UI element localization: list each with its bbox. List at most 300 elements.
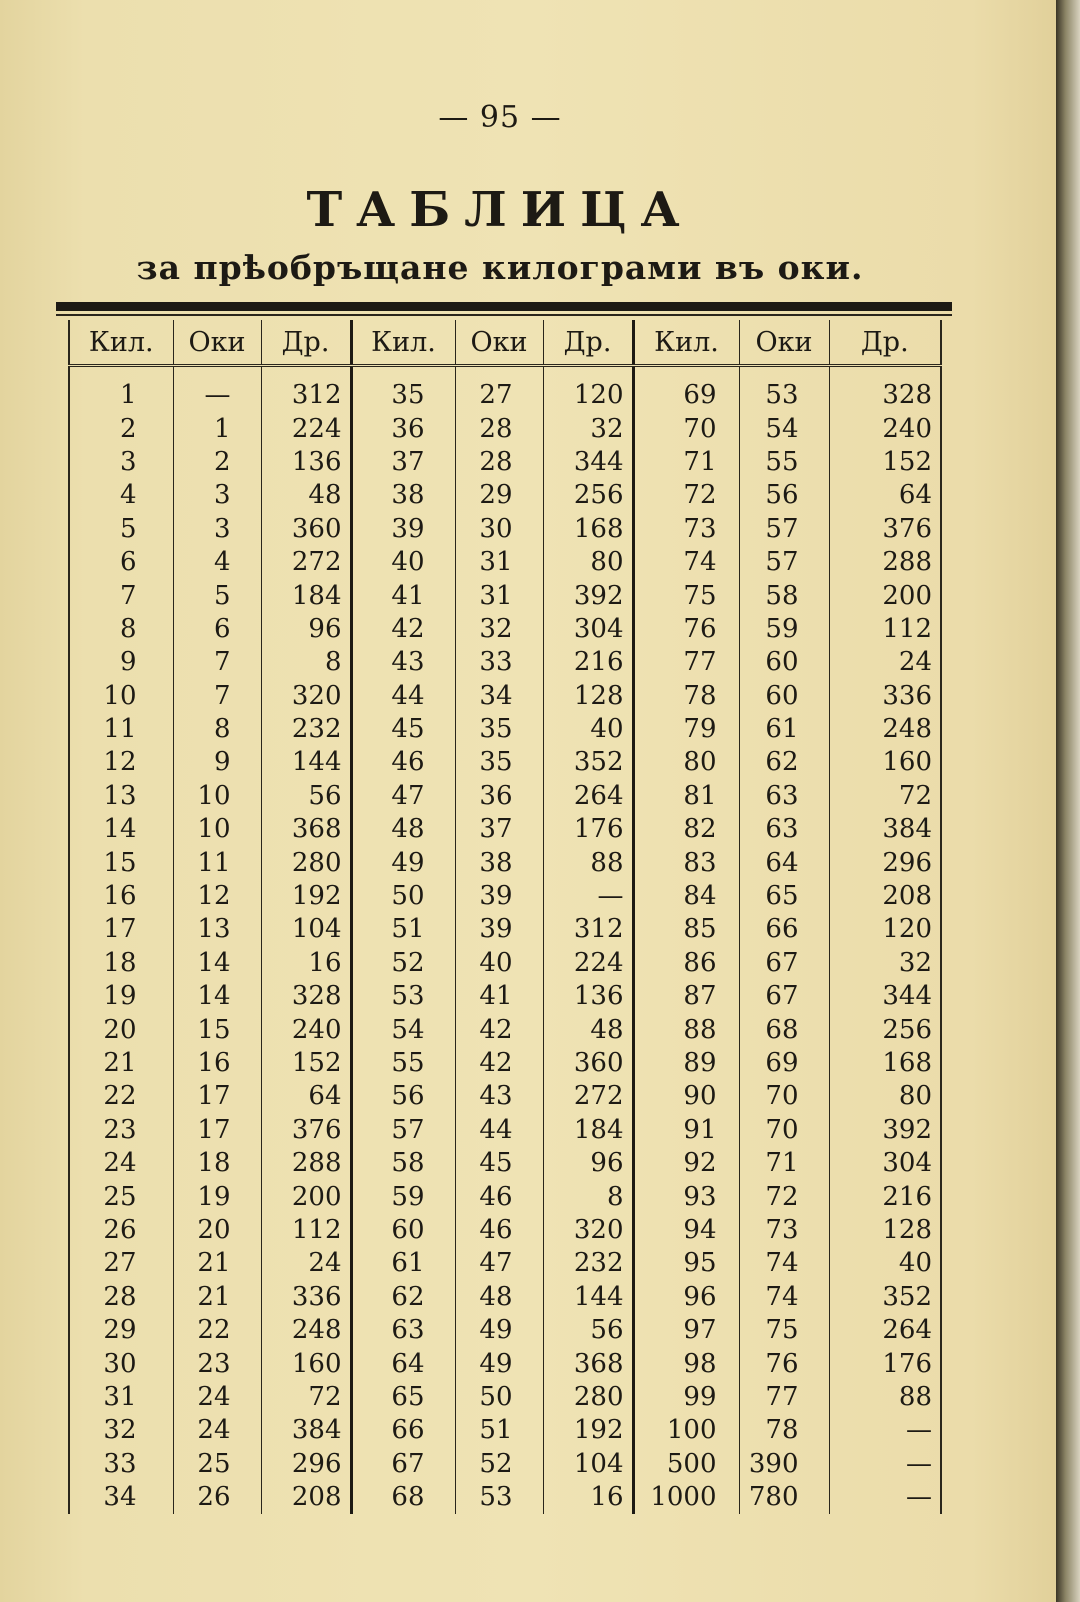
table-cell: 59 bbox=[739, 613, 829, 646]
table-cell: 68 bbox=[739, 1013, 829, 1046]
table-cell: 16 bbox=[69, 880, 173, 913]
table-cell: 57 bbox=[739, 513, 829, 546]
table-row bbox=[69, 913, 941, 946]
table-cell: 120 bbox=[829, 913, 941, 946]
column-header: Оки bbox=[173, 320, 261, 366]
table-cell: 20 bbox=[69, 1013, 173, 1046]
table-cell: 272 bbox=[543, 1080, 633, 1113]
table-cell: 56 bbox=[351, 1080, 455, 1113]
table-row bbox=[69, 1214, 941, 1247]
table-cell: 240 bbox=[261, 1013, 351, 1046]
table-cell: 9 bbox=[173, 746, 261, 779]
table-cell: 37 bbox=[351, 446, 455, 479]
table-cell: 47 bbox=[455, 1247, 543, 1280]
table-cell: 352 bbox=[829, 1281, 941, 1314]
table-cell: 45 bbox=[455, 1147, 543, 1180]
table-cell: 23 bbox=[173, 1347, 261, 1380]
table-cell: 99 bbox=[633, 1381, 739, 1414]
table-cell: 152 bbox=[261, 1047, 351, 1080]
table-cell: 64 bbox=[351, 1347, 455, 1380]
table-row bbox=[69, 980, 941, 1013]
table-cell: 65 bbox=[351, 1381, 455, 1414]
table-cell: 42 bbox=[455, 1047, 543, 1080]
table-cell: 18 bbox=[173, 1147, 261, 1180]
table-cell: 31 bbox=[455, 579, 543, 612]
table-cell: 74 bbox=[633, 546, 739, 579]
table-cell: 13 bbox=[69, 780, 173, 813]
table-cell: 24 bbox=[829, 646, 941, 679]
table-cell: 35 bbox=[455, 713, 543, 746]
table-cell: 53 bbox=[351, 980, 455, 1013]
table-cell: 136 bbox=[543, 980, 633, 1013]
table-cell: 4 bbox=[173, 546, 261, 579]
table-cell: 36 bbox=[455, 780, 543, 813]
table-cell: 232 bbox=[261, 713, 351, 746]
table-cell: 41 bbox=[351, 579, 455, 612]
table-cell: 112 bbox=[261, 1214, 351, 1247]
table-cell: 344 bbox=[829, 980, 941, 1013]
table-cell: 32 bbox=[69, 1414, 173, 1447]
table-cell: 64 bbox=[739, 846, 829, 879]
table-cell: 128 bbox=[829, 1214, 941, 1247]
table-cell: 288 bbox=[261, 1147, 351, 1180]
table-cell: 68 bbox=[351, 1481, 455, 1514]
table-cell: 43 bbox=[351, 646, 455, 679]
table-cell: 6 bbox=[69, 546, 173, 579]
table-cell: 248 bbox=[829, 713, 941, 746]
table-cell: 52 bbox=[455, 1448, 543, 1481]
table-cell: 94 bbox=[633, 1214, 739, 1247]
table-cell: 60 bbox=[739, 646, 829, 679]
table-row bbox=[69, 1448, 941, 1481]
table-cell: 22 bbox=[69, 1080, 173, 1113]
table-cell: 40 bbox=[455, 947, 543, 980]
table-cell: 224 bbox=[543, 947, 633, 980]
table-cell: 25 bbox=[173, 1448, 261, 1481]
table-cell: 168 bbox=[829, 1047, 941, 1080]
table-cell: 352 bbox=[543, 746, 633, 779]
table-cell: 28 bbox=[455, 412, 543, 445]
table-cell: 82 bbox=[633, 813, 739, 846]
table-cell: 17 bbox=[69, 913, 173, 946]
table-cell: 69 bbox=[633, 366, 739, 413]
table-row bbox=[69, 613, 941, 646]
table-cell: 59 bbox=[351, 1180, 455, 1213]
table-cell: 74 bbox=[739, 1247, 829, 1280]
table-cell: 200 bbox=[829, 579, 941, 612]
table-cell: 136 bbox=[261, 446, 351, 479]
table-row bbox=[69, 479, 941, 512]
table-cell: 160 bbox=[829, 746, 941, 779]
table-cell: 15 bbox=[69, 846, 173, 879]
table-cell: 49 bbox=[351, 846, 455, 879]
table-cell: 40 bbox=[543, 713, 633, 746]
table-cell: 336 bbox=[829, 680, 941, 713]
table-cell: 15 bbox=[173, 1013, 261, 1046]
column-header: Оки bbox=[455, 320, 543, 366]
table-cell: 75 bbox=[739, 1314, 829, 1347]
table-cell: 87 bbox=[633, 980, 739, 1013]
table-cell: 44 bbox=[351, 680, 455, 713]
table-cell: 9 bbox=[69, 646, 173, 679]
table-cell: 264 bbox=[543, 780, 633, 813]
table-row bbox=[69, 412, 941, 445]
table-cell: 53 bbox=[455, 1481, 543, 1514]
table-cell: 57 bbox=[351, 1114, 455, 1147]
table-cell: 16 bbox=[261, 947, 351, 980]
table-cell: 312 bbox=[261, 366, 351, 413]
table-cell: 61 bbox=[351, 1247, 455, 1280]
table-cell: 248 bbox=[261, 1314, 351, 1347]
table-cell: 100 bbox=[633, 1414, 739, 1447]
table-cell: 11 bbox=[69, 713, 173, 746]
table-row bbox=[69, 513, 941, 546]
table-cell: 7 bbox=[173, 646, 261, 679]
table-cell: 216 bbox=[543, 646, 633, 679]
table-cell: 51 bbox=[351, 913, 455, 946]
table-body bbox=[69, 366, 941, 1515]
table-cell: 56 bbox=[739, 479, 829, 512]
table-cell: 62 bbox=[351, 1281, 455, 1314]
table-cell: 176 bbox=[829, 1347, 941, 1380]
table-cell: 22 bbox=[173, 1314, 261, 1347]
table-cell: 10 bbox=[173, 813, 261, 846]
table-cell: 39 bbox=[351, 513, 455, 546]
table-cell: 76 bbox=[633, 613, 739, 646]
table-cell: 23 bbox=[69, 1114, 173, 1147]
header-rule-thin bbox=[56, 314, 952, 316]
table-cell: 344 bbox=[543, 446, 633, 479]
table-cell: 49 bbox=[455, 1314, 543, 1347]
table-cell: 54 bbox=[351, 1013, 455, 1046]
table-cell: 3 bbox=[173, 513, 261, 546]
table-cell: 98 bbox=[633, 1347, 739, 1380]
table-row bbox=[69, 1114, 941, 1147]
table-cell: 16 bbox=[543, 1481, 633, 1514]
table-row bbox=[69, 1481, 941, 1514]
table-cell: 88 bbox=[633, 1013, 739, 1046]
table-cell: 60 bbox=[351, 1214, 455, 1247]
table-row bbox=[69, 713, 941, 746]
table-cell: 48 bbox=[351, 813, 455, 846]
table-cell: 3 bbox=[173, 479, 261, 512]
table-cell: 360 bbox=[543, 1047, 633, 1080]
header-rule-thick bbox=[56, 302, 952, 311]
table-cell: 78 bbox=[739, 1414, 829, 1447]
table-row bbox=[69, 446, 941, 479]
table-row bbox=[69, 813, 941, 846]
table-cell: 35 bbox=[351, 366, 455, 413]
table-cell: 41 bbox=[455, 980, 543, 1013]
table-cell: 67 bbox=[739, 947, 829, 980]
table-cell: 392 bbox=[543, 579, 633, 612]
table-cell: 224 bbox=[261, 412, 351, 445]
table-cell: 80 bbox=[633, 746, 739, 779]
table-cell: 2 bbox=[69, 412, 173, 445]
table-cell: 76 bbox=[739, 1347, 829, 1380]
table-row bbox=[69, 680, 941, 713]
table-cell: 272 bbox=[261, 546, 351, 579]
table-cell: 320 bbox=[543, 1214, 633, 1247]
table-cell: 14 bbox=[69, 813, 173, 846]
table-cell: 67 bbox=[739, 980, 829, 1013]
column-header: Кил. bbox=[633, 320, 739, 366]
table-row bbox=[69, 947, 941, 980]
table-cell: 8 bbox=[69, 613, 173, 646]
table-cell: 7 bbox=[69, 579, 173, 612]
table-cell: 55 bbox=[739, 446, 829, 479]
table-cell: 50 bbox=[455, 1381, 543, 1414]
table-cell: 120 bbox=[543, 366, 633, 413]
table-cell: 21 bbox=[173, 1281, 261, 1314]
table-cell: 88 bbox=[829, 1381, 941, 1414]
table-cell: 72 bbox=[633, 479, 739, 512]
table-cell: 45 bbox=[351, 713, 455, 746]
table-cell: 56 bbox=[543, 1314, 633, 1347]
table-cell: 6 bbox=[173, 613, 261, 646]
table-cell: 97 bbox=[633, 1314, 739, 1347]
table-cell: 85 bbox=[633, 913, 739, 946]
table-cell: 184 bbox=[261, 579, 351, 612]
table-cell: 46 bbox=[455, 1214, 543, 1247]
table-cell: 296 bbox=[261, 1448, 351, 1481]
table-cell: 71 bbox=[739, 1147, 829, 1180]
table-cell: 11 bbox=[173, 846, 261, 879]
table-cell: 32 bbox=[455, 613, 543, 646]
table-cell: 8 bbox=[261, 646, 351, 679]
table-row bbox=[69, 579, 941, 612]
table-cell: 780 bbox=[739, 1481, 829, 1514]
column-header: Др. bbox=[261, 320, 351, 366]
table-cell: 18 bbox=[69, 947, 173, 980]
table-cell: 17 bbox=[173, 1114, 261, 1147]
table-cell: 44 bbox=[455, 1114, 543, 1147]
table-cell: 104 bbox=[261, 913, 351, 946]
table-cell: 89 bbox=[633, 1047, 739, 1080]
table-cell: — bbox=[829, 1481, 941, 1514]
table-cell: 78 bbox=[633, 680, 739, 713]
table-cell: 72 bbox=[739, 1180, 829, 1213]
table-cell: 24 bbox=[69, 1147, 173, 1180]
table-cell: 30 bbox=[455, 513, 543, 546]
table-cell: 144 bbox=[261, 746, 351, 779]
table-cell: 328 bbox=[829, 366, 941, 413]
table-cell: 160 bbox=[261, 1347, 351, 1380]
table-cell: 52 bbox=[351, 947, 455, 980]
table-cell: 280 bbox=[261, 846, 351, 879]
table-cell: 72 bbox=[261, 1381, 351, 1414]
table-cell: 31 bbox=[69, 1381, 173, 1414]
table-cell: 280 bbox=[543, 1381, 633, 1414]
table-cell: 66 bbox=[739, 913, 829, 946]
table-cell: 40 bbox=[829, 1247, 941, 1280]
table-cell: 72 bbox=[829, 780, 941, 813]
table-cell: 77 bbox=[739, 1381, 829, 1414]
table-cell: 128 bbox=[543, 680, 633, 713]
table-cell: 112 bbox=[829, 613, 941, 646]
table-cell: 55 bbox=[351, 1047, 455, 1080]
table-row bbox=[69, 780, 941, 813]
table-cell: 25 bbox=[69, 1180, 173, 1213]
table-cell: 32 bbox=[829, 947, 941, 980]
table-cell: 64 bbox=[261, 1080, 351, 1113]
table-cell: 368 bbox=[261, 813, 351, 846]
table-cell: 176 bbox=[543, 813, 633, 846]
table-cell: 376 bbox=[261, 1114, 351, 1147]
table-cell: 39 bbox=[455, 880, 543, 913]
table-cell: 232 bbox=[543, 1247, 633, 1280]
table-cell: 288 bbox=[829, 546, 941, 579]
column-header: Кил. bbox=[69, 320, 173, 366]
table-cell: 19 bbox=[173, 1180, 261, 1213]
table-cell: 70 bbox=[739, 1080, 829, 1113]
table-row bbox=[69, 546, 941, 579]
table-cell: 21 bbox=[173, 1247, 261, 1280]
table-cell: 32 bbox=[543, 412, 633, 445]
table-cell: 34 bbox=[69, 1481, 173, 1514]
table-cell: 14 bbox=[173, 947, 261, 980]
table-cell: 312 bbox=[543, 913, 633, 946]
table-header-row bbox=[69, 320, 941, 366]
table-cell: 192 bbox=[261, 880, 351, 913]
table-row bbox=[69, 646, 941, 679]
table-cell: 73 bbox=[633, 513, 739, 546]
table-cell: 12 bbox=[173, 880, 261, 913]
table-row bbox=[69, 1147, 941, 1180]
table-cell: 208 bbox=[261, 1481, 351, 1514]
table-cell: 296 bbox=[829, 846, 941, 879]
table-cell: 192 bbox=[543, 1414, 633, 1447]
table-cell: 39 bbox=[455, 913, 543, 946]
table-cell: 63 bbox=[739, 780, 829, 813]
table-cell: 83 bbox=[633, 846, 739, 879]
table-cell: 28 bbox=[69, 1281, 173, 1314]
table-cell: 384 bbox=[261, 1414, 351, 1447]
table-cell: 500 bbox=[633, 1448, 739, 1481]
table-cell: 70 bbox=[633, 412, 739, 445]
table-cell: 304 bbox=[829, 1147, 941, 1180]
table-row bbox=[69, 880, 941, 913]
table-cell: 1000 bbox=[633, 1481, 739, 1514]
table-row bbox=[69, 1013, 941, 1046]
table-cell: 95 bbox=[633, 1247, 739, 1280]
table-cell: 42 bbox=[455, 1013, 543, 1046]
table-cell: 54 bbox=[739, 412, 829, 445]
table-cell: 26 bbox=[69, 1214, 173, 1247]
table-cell: 35 bbox=[455, 746, 543, 779]
table-cell: 50 bbox=[351, 880, 455, 913]
table-cell: 3 bbox=[69, 446, 173, 479]
page-number: — 95 — bbox=[438, 100, 562, 135]
table-cell: 24 bbox=[173, 1381, 261, 1414]
table-cell: 8 bbox=[173, 713, 261, 746]
table-cell: 19 bbox=[69, 980, 173, 1013]
table-cell: 79 bbox=[633, 713, 739, 746]
table-cell: 96 bbox=[261, 613, 351, 646]
table-cell: 43 bbox=[455, 1080, 543, 1113]
table-cell: 144 bbox=[543, 1281, 633, 1314]
table-cell: 58 bbox=[351, 1147, 455, 1180]
table-cell: 30 bbox=[69, 1347, 173, 1380]
table-cell: 360 bbox=[261, 513, 351, 546]
table-cell: 392 bbox=[829, 1114, 941, 1147]
table-cell: 12 bbox=[69, 746, 173, 779]
table-cell: 80 bbox=[829, 1080, 941, 1113]
table-cell: 40 bbox=[351, 546, 455, 579]
table-cell: 60 bbox=[739, 680, 829, 713]
table-cell: 384 bbox=[829, 813, 941, 846]
column-header: Др. bbox=[543, 320, 633, 366]
table-cell: 17 bbox=[173, 1080, 261, 1113]
table-cell: 240 bbox=[829, 412, 941, 445]
table-cell: 320 bbox=[261, 680, 351, 713]
table-row bbox=[69, 1381, 941, 1414]
table-cell: 33 bbox=[455, 646, 543, 679]
table-cell: 28 bbox=[455, 446, 543, 479]
table-row bbox=[69, 1347, 941, 1380]
table-cell: 65 bbox=[739, 880, 829, 913]
table-cell: 75 bbox=[633, 579, 739, 612]
table-cell: 24 bbox=[261, 1247, 351, 1280]
table-cell: 5 bbox=[69, 513, 173, 546]
table-cell: 46 bbox=[455, 1180, 543, 1213]
table-cell: 86 bbox=[633, 947, 739, 980]
table-cell: 368 bbox=[543, 1347, 633, 1380]
column-header: Кил. bbox=[351, 320, 455, 366]
table-cell: 70 bbox=[739, 1114, 829, 1147]
table-cell: 376 bbox=[829, 513, 941, 546]
table-cell: 80 bbox=[543, 546, 633, 579]
table-cell: 36 bbox=[351, 412, 455, 445]
table-cell: 57 bbox=[739, 546, 829, 579]
table-cell: 200 bbox=[261, 1180, 351, 1213]
table-row bbox=[69, 1414, 941, 1447]
table-cell: 29 bbox=[69, 1314, 173, 1347]
table-cell: 81 bbox=[633, 780, 739, 813]
table-cell: 21 bbox=[69, 1047, 173, 1080]
table-cell: 51 bbox=[455, 1414, 543, 1447]
column-header: Оки bbox=[739, 320, 829, 366]
table-cell: 73 bbox=[739, 1214, 829, 1247]
table-cell: 208 bbox=[829, 880, 941, 913]
table-cell: 152 bbox=[829, 446, 941, 479]
table-cell: 77 bbox=[633, 646, 739, 679]
page-title: ТАБЛИЦА bbox=[306, 182, 694, 238]
table-cell: 66 bbox=[351, 1414, 455, 1447]
table-cell: 42 bbox=[351, 613, 455, 646]
table-cell: 88 bbox=[543, 846, 633, 879]
table-cell: 2 bbox=[173, 446, 261, 479]
table-cell: 328 bbox=[261, 980, 351, 1013]
table-row bbox=[69, 1247, 941, 1280]
table-cell: 48 bbox=[455, 1281, 543, 1314]
table-cell: 390 bbox=[739, 1448, 829, 1481]
table-cell: 64 bbox=[829, 479, 941, 512]
table-cell: 27 bbox=[69, 1247, 173, 1280]
table-cell: 49 bbox=[455, 1347, 543, 1380]
table-row bbox=[69, 846, 941, 879]
table-cell: 16 bbox=[173, 1047, 261, 1080]
table-row bbox=[69, 1047, 941, 1080]
table-cell: 56 bbox=[261, 780, 351, 813]
column-header: Др. bbox=[829, 320, 941, 366]
table-cell: 4 bbox=[69, 479, 173, 512]
page-edge bbox=[1056, 0, 1080, 1602]
table-cell: 29 bbox=[455, 479, 543, 512]
page-subtitle: за прѣобръщане килограми въ оки. bbox=[136, 248, 864, 287]
table-cell: 184 bbox=[543, 1114, 633, 1147]
table-cell: 48 bbox=[543, 1013, 633, 1046]
